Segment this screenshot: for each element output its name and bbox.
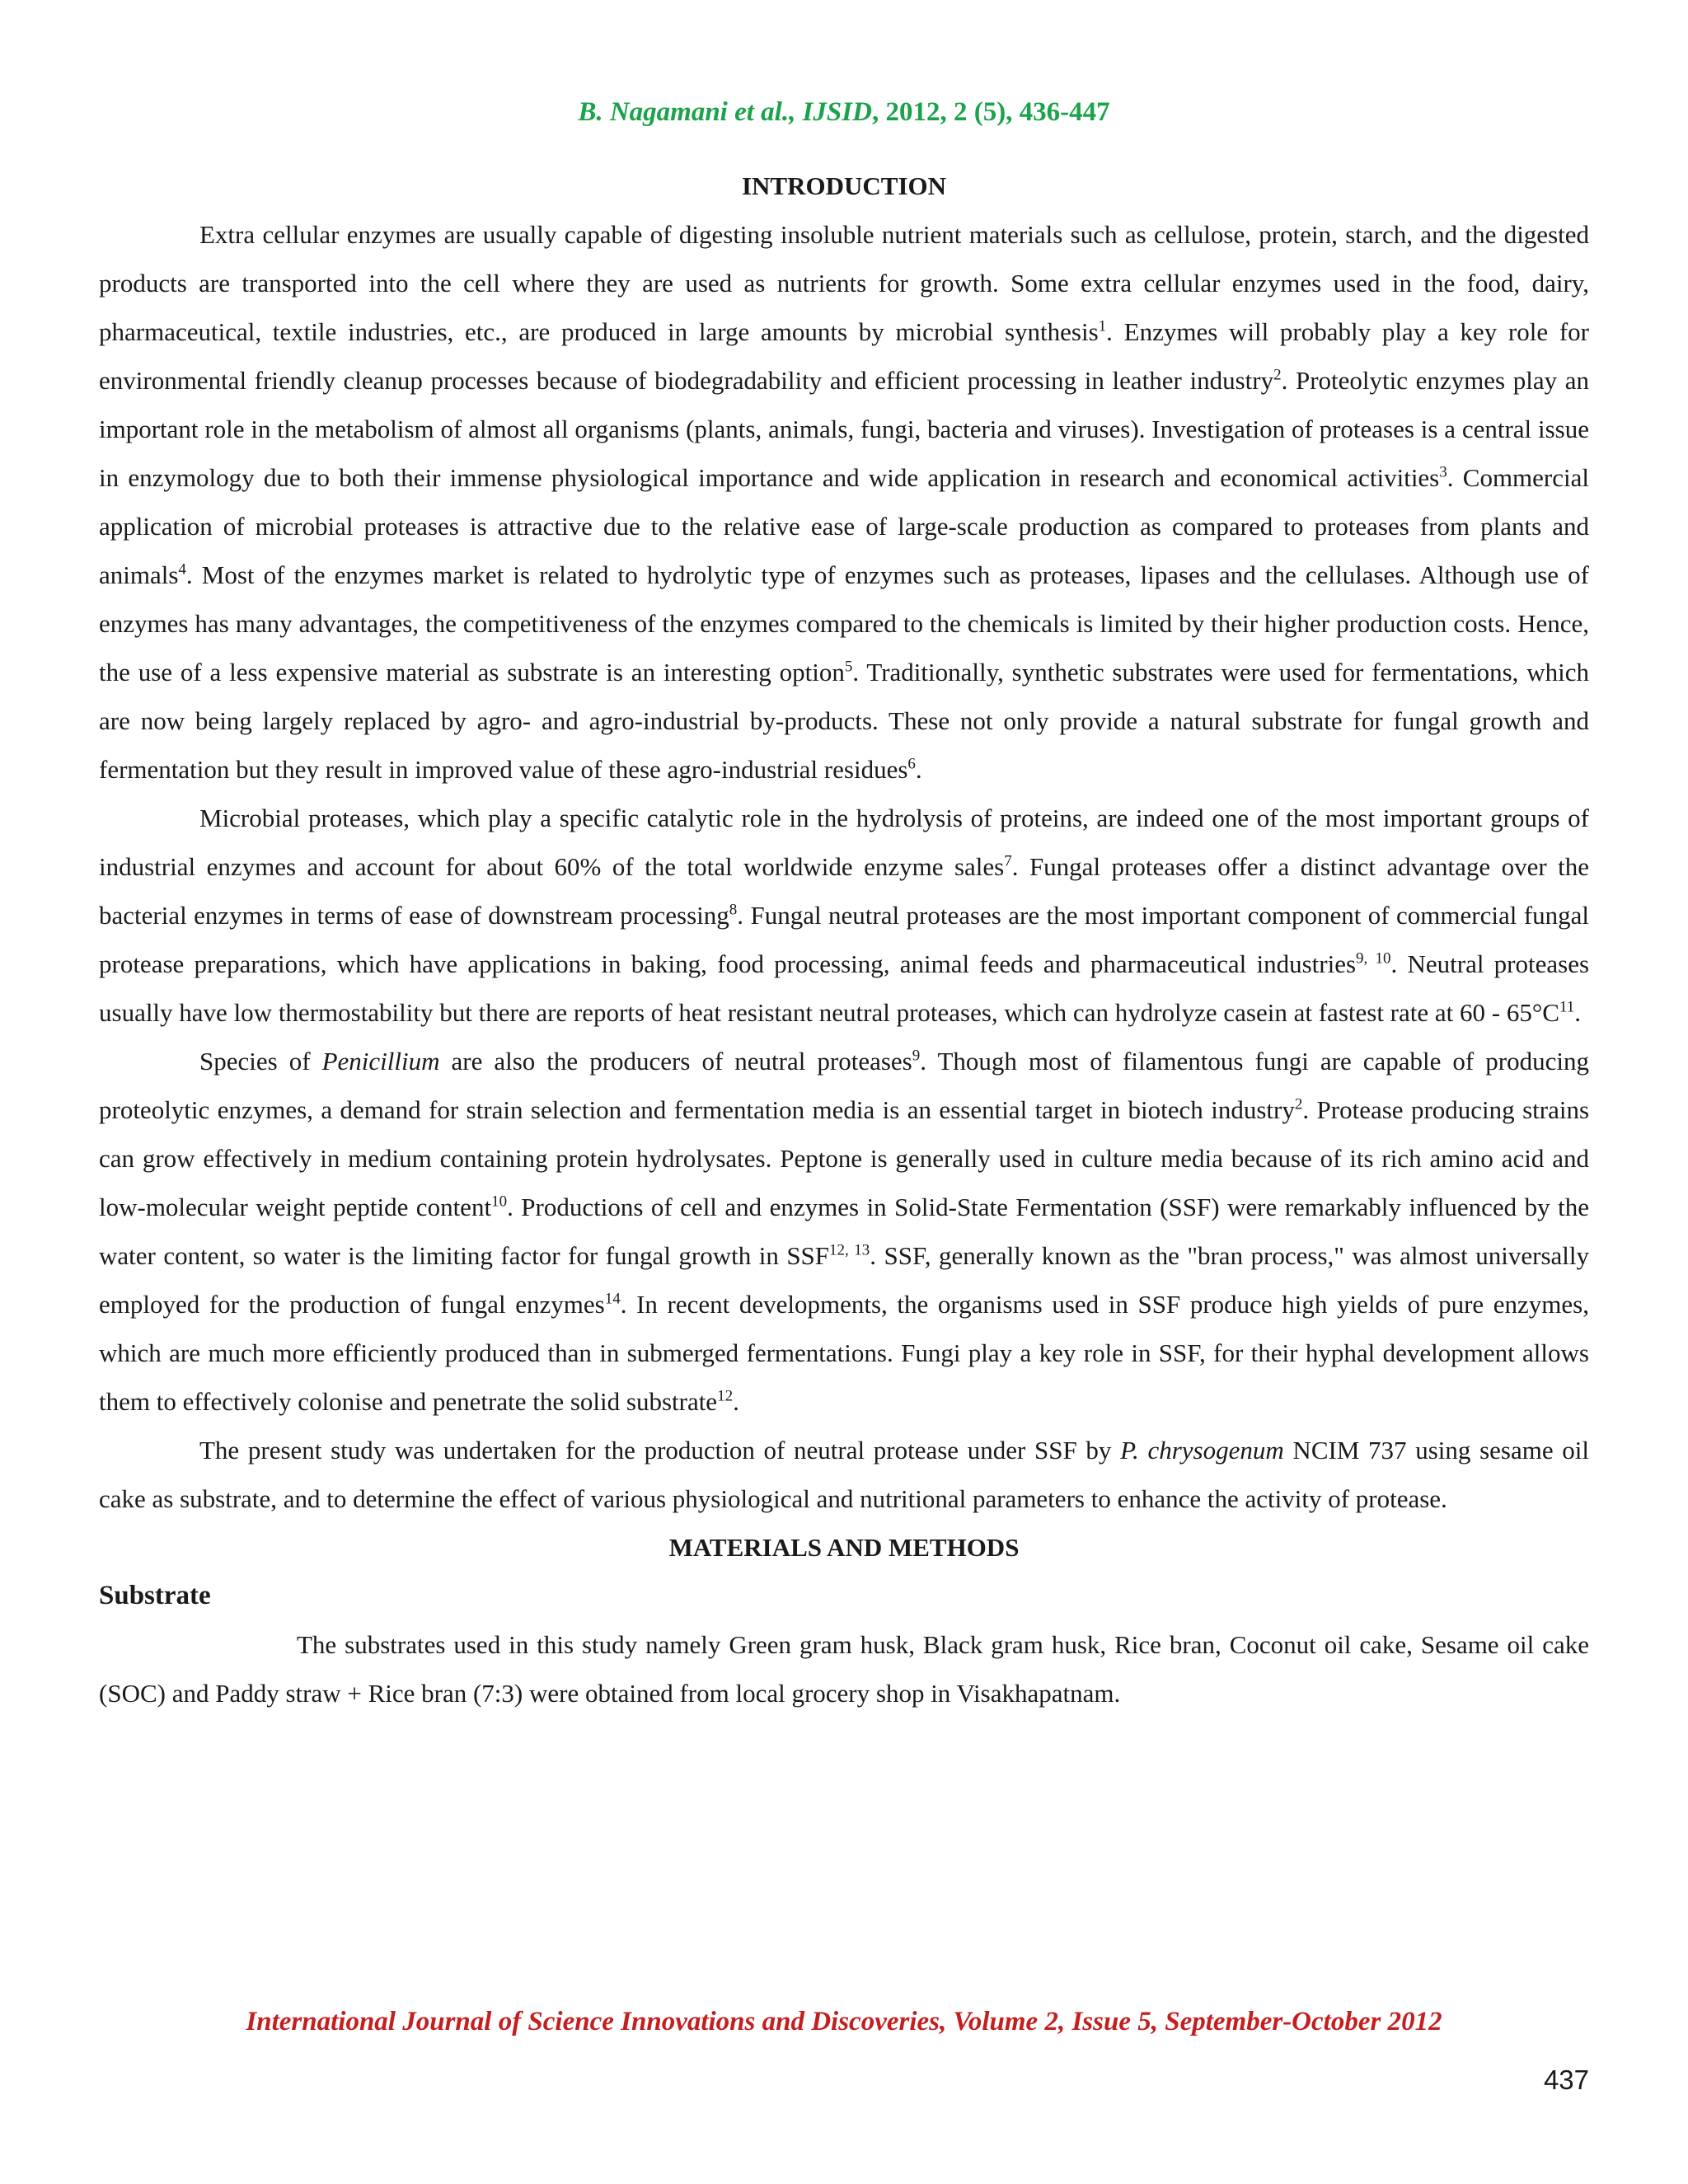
- citation-ref: 9: [912, 1047, 921, 1065]
- introduction-paragraph-1: [99, 210, 1589, 794]
- citation-ref: 14: [604, 1290, 621, 1308]
- text-run: . Neutral proteases usually have low thermostability but there are reports of heat resistant neutral proteases, which can hydrolyze casein at fastest rate at 60 - 65°C: [99, 949, 1590, 1027]
- citation-ref: 5: [844, 658, 853, 676]
- substrate-subheading: Substrate: [99, 1581, 211, 1610]
- text-run: Microbial proteases, which play a specific catalytic role in the hydrolysis of proteins, are indeed one of the most important groups of industrial enzymes and account for about 60% of the total worldwide enzyme sales: [99, 804, 1589, 881]
- citation-ref: 12: [717, 1387, 734, 1405]
- citation-ref: 12, 13: [829, 1241, 870, 1259]
- substrate-paragraph: The substrates used in this study namely Green gram husk, Black gram husk, Rice bran, Coconut oil cake, Sesame oil cake (SOC) and Paddy straw + Rice bran (7:3) were obtained from local grocery shop in Visakhapatnam.: [99, 1630, 1589, 1708]
- text-run: . Though most of filamentous fungi are capable of producing proteolytic enzymes, a demand for strain selection and fermentation media is an essential target in biotech industry: [99, 1047, 1589, 1124]
- text-run: . Enzymes will probably play a key role for environmental friendly cleanup processes because of biodegradability and efficient processing in leather industry: [99, 317, 1589, 395]
- citation-ref: 7: [1004, 852, 1012, 870]
- article-body: [99, 162, 1589, 1718]
- text-run: .: [733, 1387, 739, 1416]
- citation-ref: 8: [729, 901, 738, 919]
- citation-ref: 11: [1559, 998, 1575, 1016]
- text-run: . Proteolytic enzymes play an important role in the metabolism of almost all organisms (plants, animals, fungi, bacteria and viruses). Investigation of proteases is a central issue in enzymology due to both their immense physiological importance and wide application in research and economical activities: [99, 366, 1589, 492]
- citation-ref: 2: [1294, 1095, 1303, 1113]
- text-run: . Fungal proteases offer a distinct advantage over the bacterial enzymes in terms of ease of downstream processing: [99, 852, 1589, 930]
- text-run: . Fungal neutral proteases are the most important component of commercial fungal protease preparations, which have applications in baking, food processing, animal feeds and pharmaceutical industries: [99, 901, 1589, 978]
- text-run: The present study was undertaken for the production of neutral protease under SSF by: [199, 1436, 1121, 1465]
- text-run: .: [915, 755, 922, 784]
- citation-ref: 1: [1098, 317, 1107, 335]
- citation-ref: 9, 10: [1356, 949, 1391, 968]
- text-run: .: [1574, 998, 1581, 1027]
- text-run: Extra cellular enzymes are usually capable of digesting insoluble nutrient materials such as cellulose, protein, starch, and the digested products are transported into the cell where they are used as nutrients for growth. Some extra cellular enzymes used in the food, dairy, pharmaceutical, textile industries, etc., are produced in large amounts by microbial synthesis: [99, 220, 1589, 346]
- citation-ref: 3: [1439, 463, 1447, 481]
- citation-ref: 2: [1273, 366, 1282, 384]
- introduction-paragraph-2: [99, 794, 1589, 1037]
- text-run: . SSF, generally known as the "bran process," was almost universally employed for the production of fungal enzymes: [99, 1241, 1589, 1319]
- text-run: Species of: [199, 1047, 322, 1076]
- journal-footer: International Journal of Science Innovations and Discoveries, Volume 2, Issue 5, September-October 2012: [246, 2007, 1442, 2036]
- header-citation: , 2012, 2 (5), 436-447: [871, 97, 1110, 127]
- introduction-paragraph-4: [99, 1426, 1589, 1523]
- species-name: P. chrysogenum: [1120, 1436, 1284, 1465]
- text-run: . In recent developments, the organisms used in SSF produce high yields of pure enzymes, which are much more efficiently produced than in submerged fermentations. Fungi play a key role in SSF, for their hyphal development allows them to effectively colonise and penetrate the solid substrate: [99, 1290, 1589, 1416]
- text-run: . Traditionally, synthetic substrates were used for fermentations, which are now being largely replaced by agro- and agro-industrial by-products. These not only provide a natural substrate for fungal growth and fermentation but they result in improved value of these agro-industrial residues: [99, 658, 1589, 784]
- genus-name: Penicillium: [321, 1047, 440, 1076]
- text-run: . Protease producing strains can grow effectively in medium containing protein hydrolysates. Peptone is generally used in culture media because of its rich amino acid and low-molecular weight peptide content: [99, 1095, 1590, 1221]
- citation-ref: 10: [491, 1193, 508, 1211]
- text-run: . Commercial application of microbial proteases is attractive due to the relative ease of large-scale production as compared to proteases from plants and animals: [99, 463, 1589, 589]
- text-run: . Most of the enzymes market is related to hydrolytic type of enzymes such as proteases, lipases and the cellulases. Although use of enzymes has many advantages, the competitiveness of the enzymes compared to the chemicals is limited by their higher production costs. Hence, the use of a less expensive material as substrate is an interesting option: [99, 560, 1589, 687]
- running-header: [0, 97, 1688, 128]
- page-number: 437: [1543, 2064, 1589, 2095]
- introduction-heading: INTRODUCTION: [741, 171, 947, 200]
- text-run: NCIM 737 using sesame oil cake as substrate, and to determine the effect of various physiological and nutritional parameters to enhance the activity of protease.: [99, 1436, 1590, 1513]
- introduction-paragraph-3: [99, 1037, 1589, 1426]
- methods-heading: MATERIALS AND METHODS: [668, 1533, 1020, 1562]
- text-run: . Productions of cell and enzymes in Solid-State Fermentation (SSF) were remarkably influenced by the water content, so water is the limiting factor for fungal growth in SSF: [99, 1193, 1589, 1270]
- citation-ref: 6: [907, 755, 916, 773]
- text-run: are also the producers of neutral proteases: [439, 1047, 912, 1076]
- header-authors-journal: B. Nagamani et al., IJSID: [578, 97, 872, 127]
- citation-ref: 4: [178, 560, 186, 579]
